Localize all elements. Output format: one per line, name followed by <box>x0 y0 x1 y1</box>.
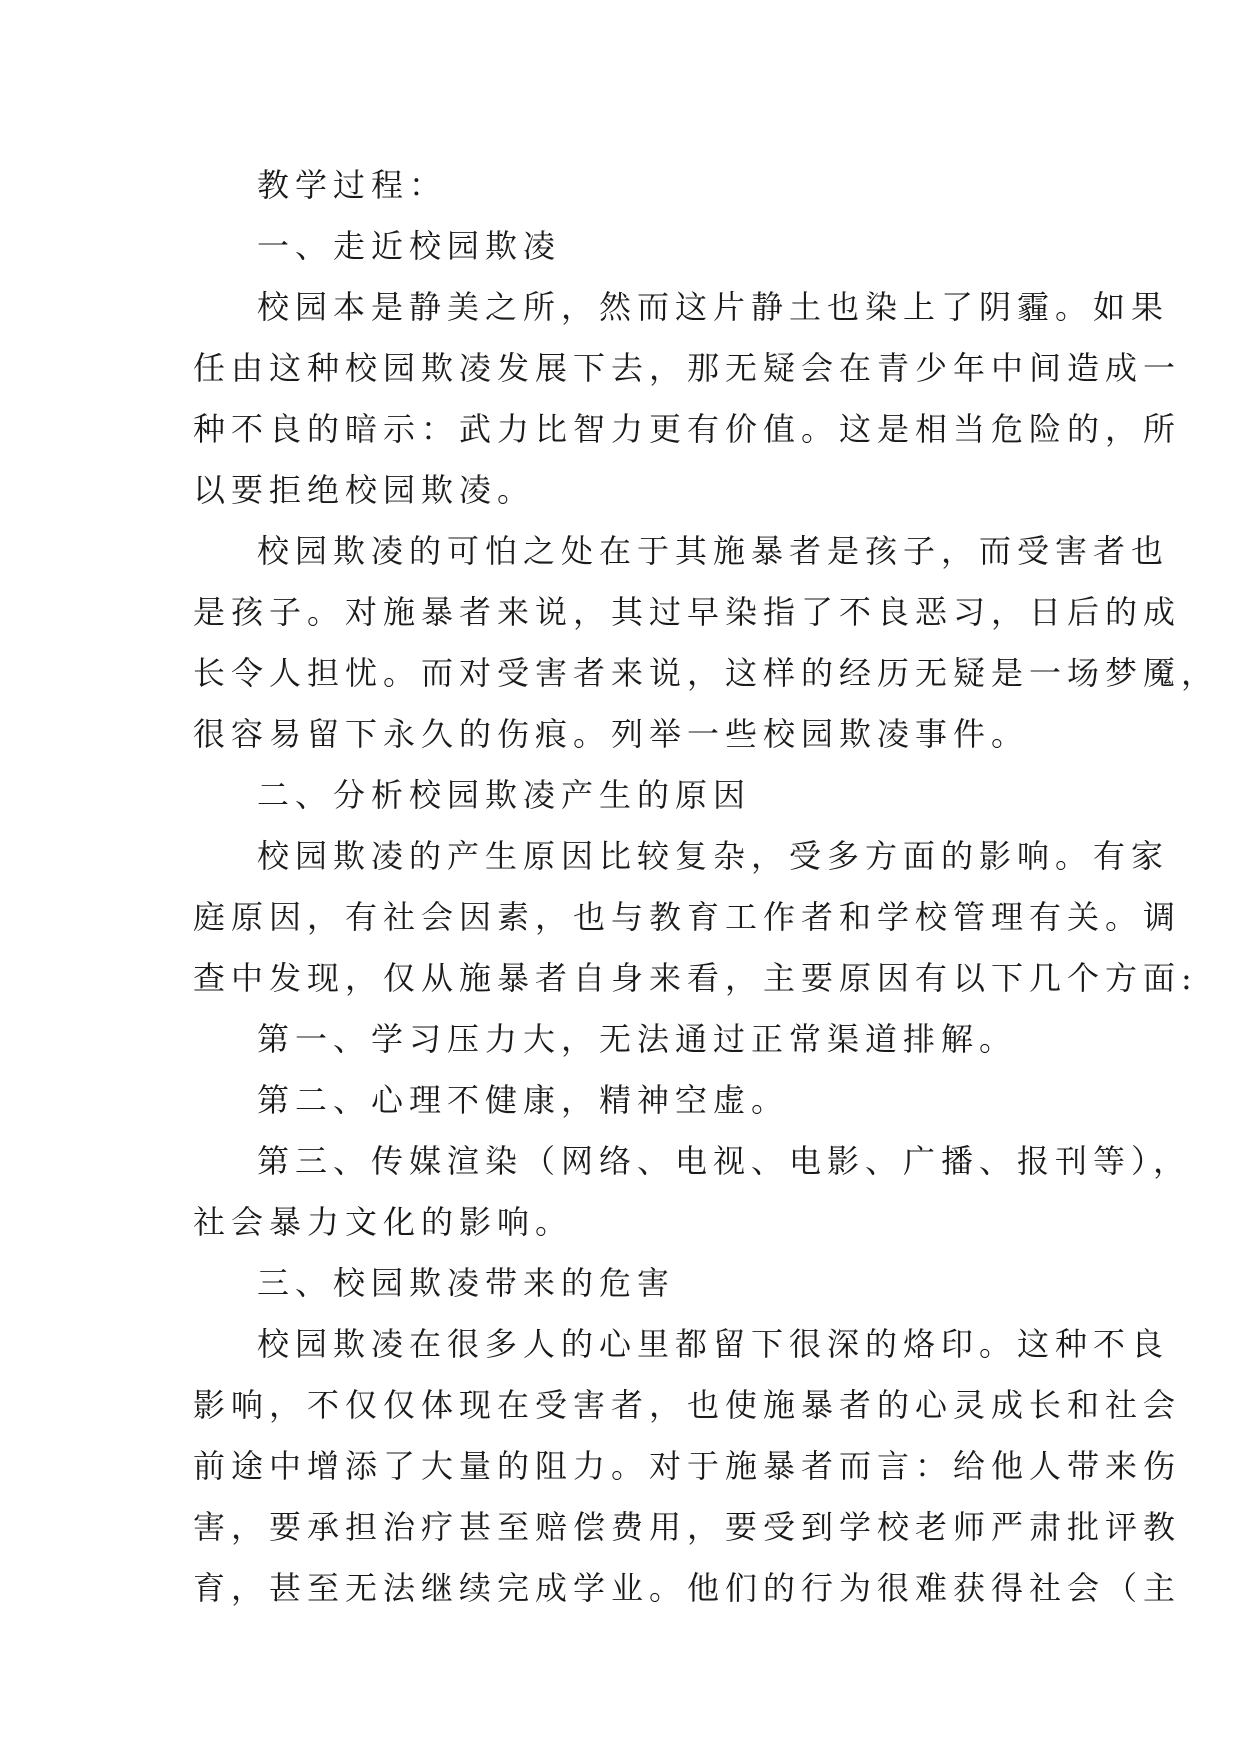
text-line: 校园本是静美之所，然而这片静土也染上了阴霾。如果 <box>257 288 1170 326</box>
text-line: 第二、心理不健康，精神空虚。 <box>257 1081 790 1119</box>
text-line: 育，甚至无法继续完成学业。他们的行为很难获得社会（主 <box>193 1569 1182 1607</box>
text-line: 任由这种校园欺凌发展下去，那无疑会在青少年中间造成一 <box>193 349 1182 387</box>
text-line: 前途中增添了大量的阻力。对于施暴者而言：给他人带来伤 <box>193 1447 1182 1485</box>
text-line: 三、校园欺凌带来的危害 <box>257 1264 676 1302</box>
text-line: 害，要承担治疗甚至赔偿费用，要受到学校老师严肃批评教 <box>193 1508 1182 1546</box>
text-line: 一、走近校园欺凌 <box>257 227 562 265</box>
text-line: 教学过程： <box>257 166 448 204</box>
text-line: 庭原因，有社会因素，也与教育工作者和学校管理有关。调 <box>193 898 1182 936</box>
text-line: 是孩子。对施暴者来说，其过早染指了不良恶习，日后的成 <box>193 593 1182 631</box>
text-line: 校园欺凌的产生原因比较复杂，受多方面的影响。有家 <box>257 837 1170 875</box>
text-line: 校园欺凌的可怕之处在于其施暴者是孩子，而受害者也 <box>257 532 1170 570</box>
text-line: 二、分析校园欺凌产生的原因 <box>257 776 752 814</box>
text-line: 很容易留下永久的伤痕。列举一些校园欺凌事件。 <box>193 715 1030 753</box>
text-line: 第三、传媒渲染（网络、电视、电影、广播、报刊等）， <box>257 1142 1192 1180</box>
text-line: 第一、学习压力大，无法通过正常渠道排解。 <box>257 1020 1018 1058</box>
text-line: 种不良的暗示：武力比智力更有价值。这是相当危险的，所 <box>193 410 1182 448</box>
text-line: 长令人担忧。而对受害者来说，这样的经历无疑是一场梦魇， <box>193 654 1220 692</box>
text-line: 以要拒绝校园欺凌。 <box>193 471 536 509</box>
text-line: 校园欺凌在很多人的心里都留下很深的烙印。这种不良 <box>257 1325 1170 1363</box>
document-body <box>193 155 1220 1619</box>
text-line: 查中发现，仅从施暴者自身来看，主要原因有以下几个方面: <box>193 959 1198 997</box>
text-line: 社会暴力文化的影响。 <box>193 1203 574 1241</box>
text-line: 影响，不仅仅体现在受害者，也使施暴者的心灵成长和社会 <box>193 1386 1182 1424</box>
